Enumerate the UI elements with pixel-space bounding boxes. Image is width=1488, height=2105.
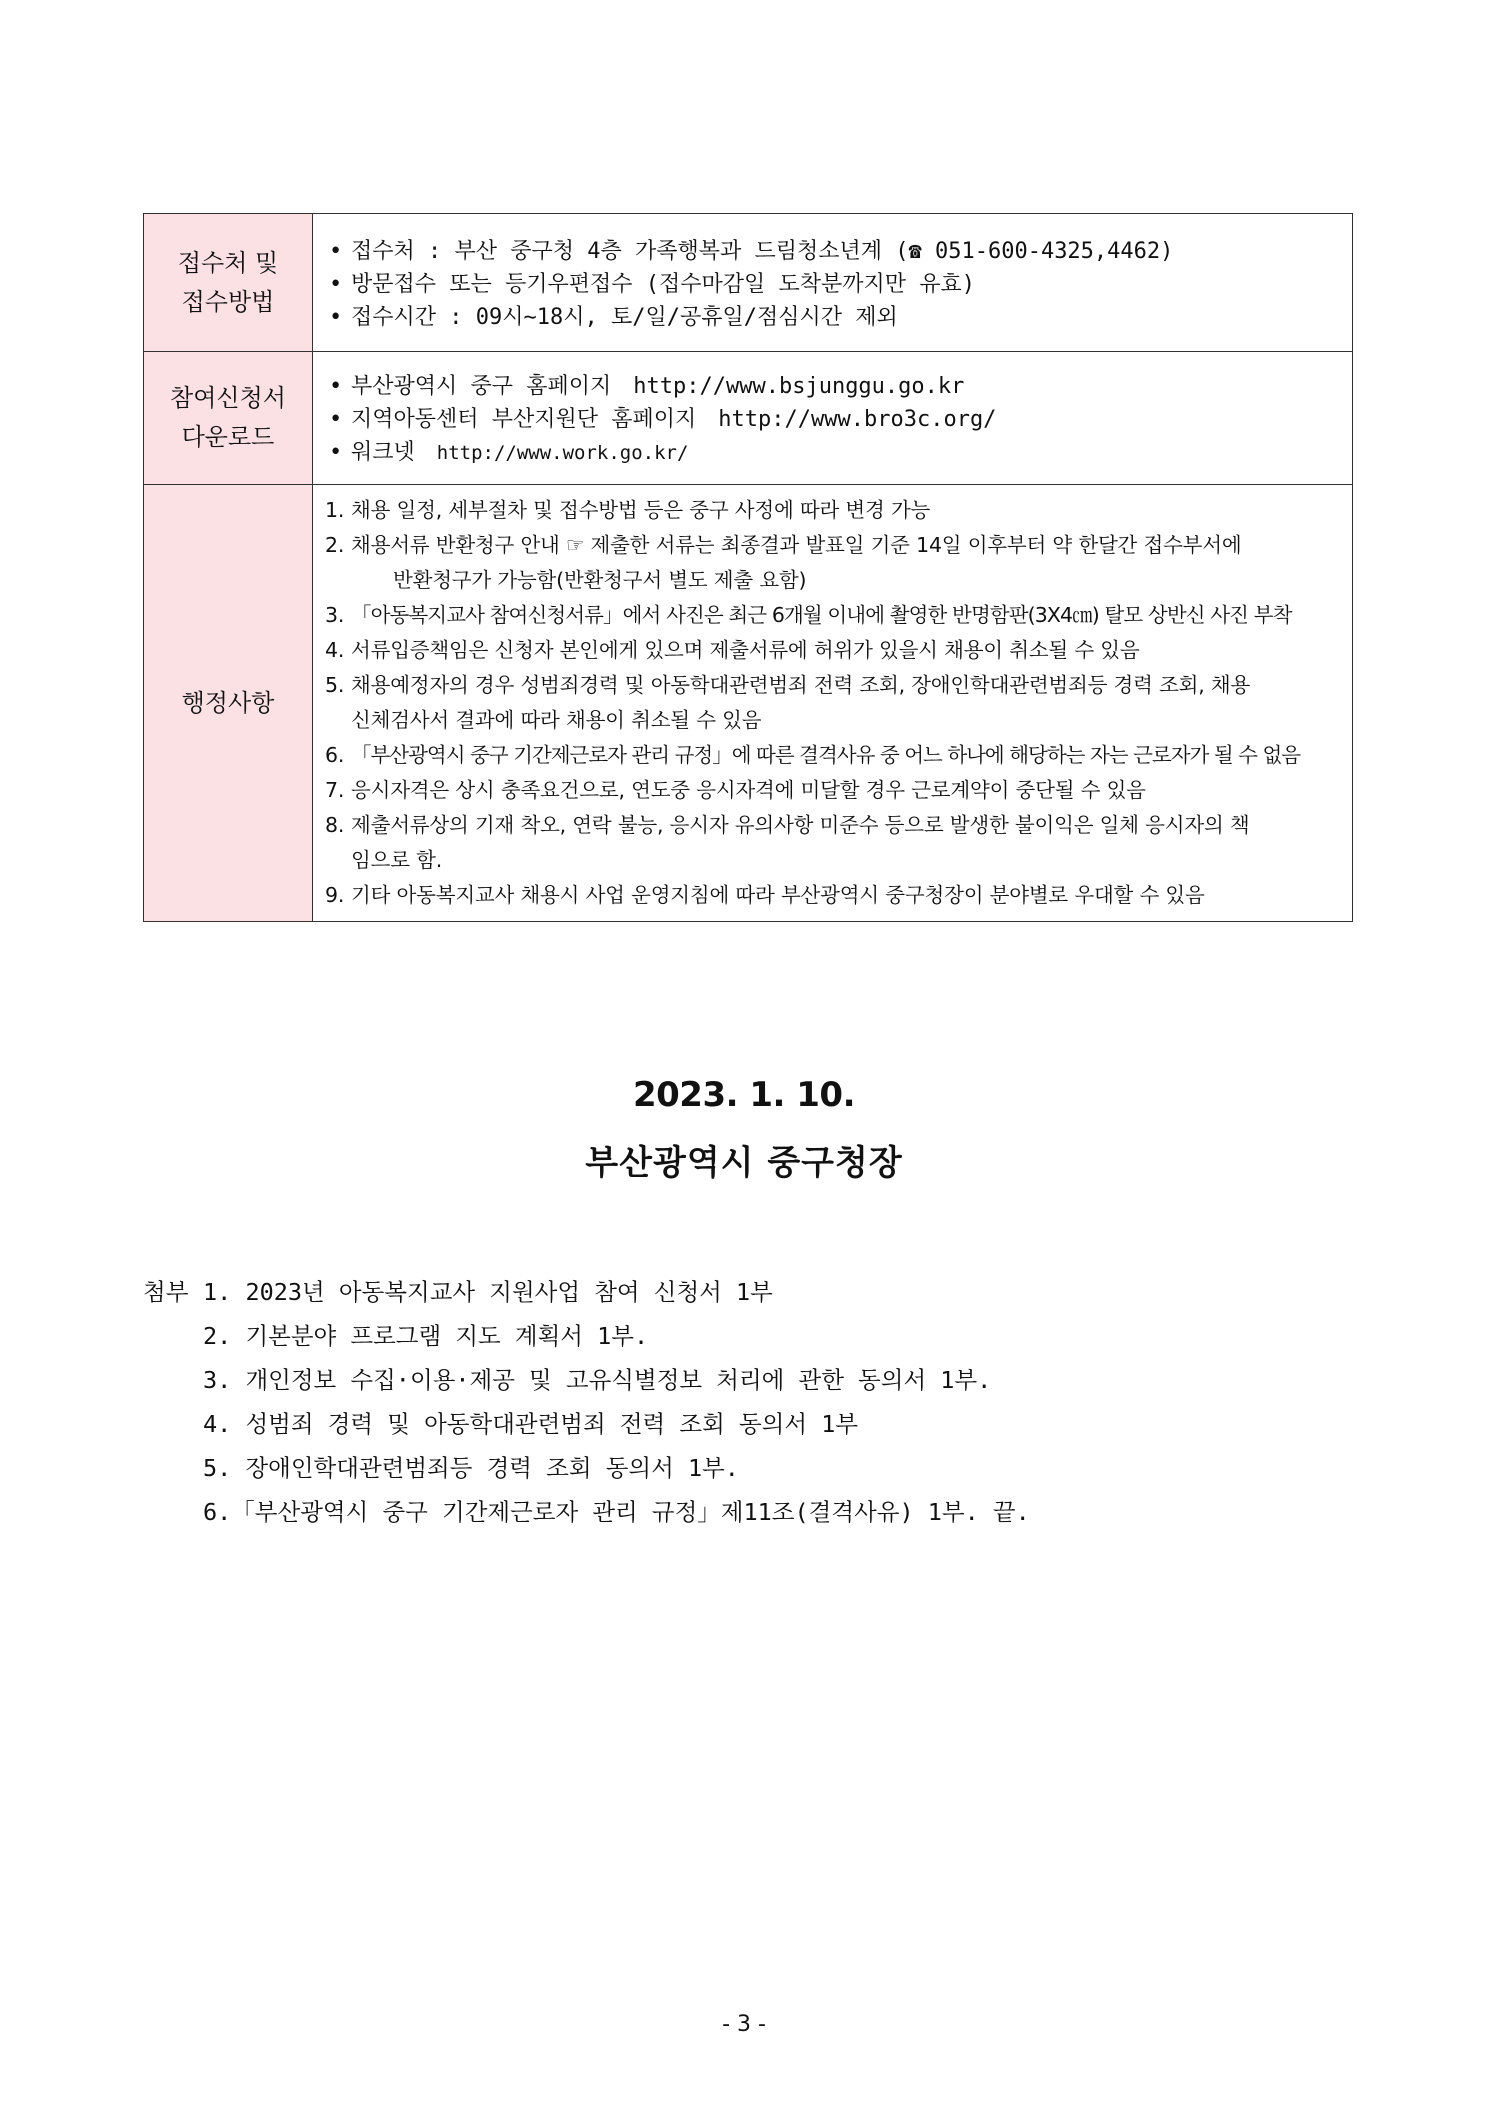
row-label-download bbox=[144, 352, 313, 485]
reception-hours: 접수시간 : 09시∼18시, 토/일/공휴일/점심시간 제외 bbox=[351, 305, 898, 330]
site-name: 부산광역시 중구 홈페이지 bbox=[351, 374, 612, 399]
list-item: 6. 「부산광역시 중구 기간제근로자 관리 규정」에 따른 결격사유 중 어느 하나에 해당하는 자는 근로자가 될 수 없음 bbox=[325, 743, 1301, 767]
label-line: 접수처 및 bbox=[177, 248, 279, 277]
table-row bbox=[144, 485, 1353, 922]
site-name: 워크넷 bbox=[351, 440, 415, 465]
label-line: 참여신청서 bbox=[170, 384, 286, 412]
site-link[interactable]: http://www.bsjunggu.go.kr bbox=[633, 374, 965, 399]
list-item: • 접수처 : 부산 중구청 4층 가족행복과 드림청소년계 (☎ 051-600-4325,4462) bbox=[329, 239, 1174, 264]
list-item: 8. 제출서류상의 기재 착오, 연락 불능, 응시자 유의사항 미준수 등으로 발생한 불이익은 일체 응시자의 책 임으로 함. bbox=[325, 813, 1250, 872]
page-number: - 3 - bbox=[722, 2012, 766, 2037]
list-item: 2. 채용서류 반환청구 안내 ☞ 제출한 서류는 최종결과 발표일 기준 14일 이후부터 약 한달간 접수부서에 반환청구가 가능함(반환청구서 별도 제출 요함) bbox=[325, 533, 1242, 592]
list-item: 6.「부산광역시 중구 기간제근로자 관리 규정」제11조(결격사유) 1부. 끝. bbox=[203, 1498, 1030, 1526]
attachment-head: 첨부 bbox=[143, 1278, 189, 1306]
attachment-list bbox=[143, 1270, 1353, 1534]
label-line: 접수방법 bbox=[181, 287, 275, 316]
label-line: 다운로드 bbox=[181, 423, 275, 451]
table-row bbox=[144, 214, 1353, 352]
issue-date: 2023. 1. 10. bbox=[632, 1075, 856, 1115]
list-item: • 부산광역시 중구 홈페이지 http://www.bsjunggu.go.kr bbox=[329, 374, 965, 399]
reception-place: 접수처 : 부산 중구청 4층 가족행복과 드림청소년계 (☎ 051-600-4325,4462) bbox=[351, 239, 1174, 264]
admin-content bbox=[313, 485, 1353, 922]
list-item: • 지역아동센터 부산지원단 홈페이지 http://www.bro3c.org/ bbox=[329, 407, 997, 432]
row-label-admin bbox=[144, 485, 313, 922]
list-item: • 접수시간 : 09시∼18시, 토/일/공휴일/점심시간 제외 bbox=[329, 305, 898, 330]
list-item: 5. 장애인학대관련범죄등 경력 조회 동의서 1부. bbox=[203, 1454, 739, 1482]
issuer-name: 부산광역시 중구청장 bbox=[585, 1143, 903, 1183]
site-name: 지역아동센터 부산지원단 홈페이지 bbox=[351, 407, 697, 432]
label-line: 행정사항 bbox=[181, 688, 275, 717]
site-link[interactable]: http://www.bro3c.org/ bbox=[718, 407, 997, 432]
site-link[interactable]: http://www.work.go.kr/ bbox=[436, 442, 689, 464]
list-item: 2. 기본분야 프로그램 지도 계획서 1부. bbox=[203, 1322, 649, 1350]
list-item: 3. 개인정보 수집·이용·제공 및 고유식별정보 처리에 관한 동의서 1부. bbox=[203, 1366, 992, 1394]
table-row bbox=[144, 352, 1353, 485]
reception-method: 방문접수 또는 등기우편접수 (접수마감일 도착분까지만 유효) bbox=[351, 272, 976, 297]
list-item: 1. 채용 일정, 세부절차 및 접수방법 등은 중구 사정에 따라 변경 가능 bbox=[325, 498, 931, 522]
info-table bbox=[143, 213, 1353, 922]
list-item: 5. 채용예정자의 경우 성범죄경력 및 아동학대관련범죄 전력 조회, 장애인학대관련범죄등 경력 조회, 채용 신체검사서 결과에 따라 채용이 취소될 수 있음 bbox=[325, 673, 1251, 732]
row-label-reception bbox=[144, 214, 313, 352]
list-item: 7. 응시자격은 상시 충족요건으로, 연도중 응시자격에 미달할 경우 근로계약이 중단될 수 있음 bbox=[325, 778, 1146, 802]
reception-content bbox=[313, 214, 1353, 352]
list-item: • 워크넷 http://www.work.go.kr/ bbox=[329, 440, 689, 465]
list-item: 3. 「아동복지교사 참여신청서류」에서 사진은 최근 6개월 이내에 촬영한 반명함판(3X4㎝) 탈모 상반신 사진 부착 bbox=[325, 603, 1292, 627]
list-item: 9. 기타 아동복지교사 채용시 사업 운영지침에 따라 부산광역시 중구청장이 분야별로 우대할 수 있음 bbox=[325, 883, 1205, 907]
download-content bbox=[313, 352, 1353, 485]
list-item: 4. 성범죄 경력 및 아동학대관련범죄 전력 조회 동의서 1부 bbox=[203, 1410, 859, 1438]
list-item: 4. 서류입증책임은 신청자 본인에게 있으며 제출서류에 허위가 있을시 채용이 취소될 수 있음 bbox=[325, 638, 1140, 662]
list-item: 첨부 1. 2023년 아동복지교사 지원사업 참여 신청서 1부 bbox=[143, 1270, 1353, 1314]
list-item: • 방문접수 또는 등기우편접수 (접수마감일 도착분까지만 유효) bbox=[329, 272, 976, 297]
